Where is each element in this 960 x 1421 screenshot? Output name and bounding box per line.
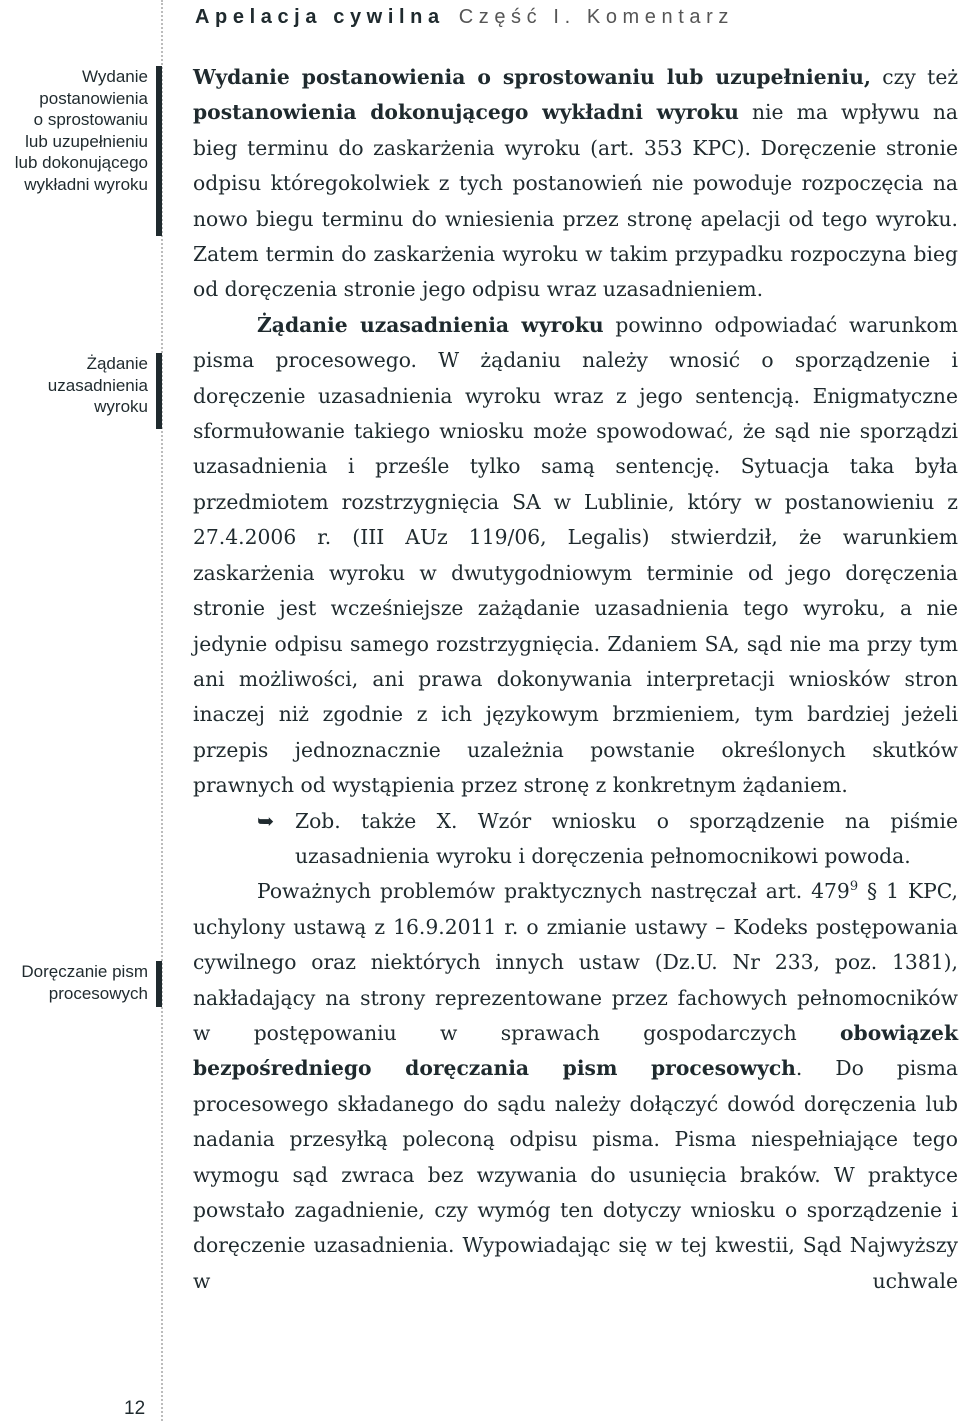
term-wykladnia: postanowienia dokonującego wykładni wyroku (193, 100, 739, 125)
margin-marker-zadanie (156, 353, 162, 429)
running-header (195, 6, 734, 29)
margin-note-sprostowanie: Wydanie postanowienia o sprostowaniu lub uzupełnieniu lub dokonującego wykładni wyroku (14, 67, 148, 194)
cross-reference-note: ➥ Zob. także X. Wzór wniosku o sporządzenie na piśmie uzasadnienia wyroku i doręczenia pełnomocnikowi powoda. (193, 804, 958, 875)
paragraph-zadanie: Żądanie uzasadnienia wyroku powinno odpowiadać warunkom pisma procesowego. W żądaniu należy wnosić o sporządzenie i doręczenie uzasadnienia wyroku wraz z jego sentencją. Enigmatyczne sformułowanie takiego wniosku może spowodować, że sąd nie sporządzi uzasadnienia i prześle tylko samą sentencję. Sytuacja taka była przedmiotem rozstrzygnięcia SA w Lublinie, który w postanowieniu z 27.4.2006 r. (III AUz 119/06, Legalis) stwierdził, że warunkiem zaskarżenia wyroku w dwutygodniowym terminie od jego doręczenia stronie jest wcześniejsze zażądanie uzasadnienia tego wyroku, a nie jedynie odpisu samego rozstrzygnięcia. Zdaniem SA, sąd nie ma przy tym ani możliwości, ani prawa dokonywania interpretacji wniosków stron inaczej niż zgodnie z ich językowym brzmieniem, tym bardziej jeżeli przepis jednoznacznie uzależnia powstanie określonych skutków prawnych od wystąpienia przez stronę z konkretnym żądaniem. (193, 312, 958, 798)
margin-note-doreczanie: Doręczanie pism procesowych (21, 962, 148, 1003)
margin-note-zadanie: Żądanie uzasadnienia wyroku (47, 354, 148, 416)
arrow-icon: ➥ (257, 808, 274, 833)
main-text (193, 60, 958, 1299)
term-zadanie: Żądanie uzasadnienia wyroku (257, 312, 604, 337)
paragraph-doreczanie: Poważnych problemów praktycznych nastręczał art. $479^9$ § 1 KPC, uchylony ustawą z 16.9.2011 r. o zmianie ustawy – Kodeks postępowania cywilnego oraz niektórych innych ustaw (Dz.U. Nr 233, poz. 1381), nakładający na strony reprezentowane przez fachowych pełnomocników w postępowaniu w sprawach gospodarczych obowiązek bezpośredniego doręczania pism procesowych. Do pisma procesowego składanego do sądu należy dołączyć dowód doręczenia lub nadania przesyłką poleconą odpisu pisma. Pisma niespełniające tego wymogu sąd zwraca bez wzywania do usunięcia braków. W praktyce powstało zagadnienie, czy wymóg ten dotyczy wniosku o sporządzenie i doręczenie uzasadnienia. Wypowiadając się w tej kwestii, Sąd Najwyższy w uchwale (193, 879, 958, 1293)
header-title: Apelacja cywilna (195, 6, 445, 28)
header-subtitle: Część I. Komentarz (458, 6, 734, 28)
term-sprostowanie: Wydanie postanowienia o sprostowaniu lub uzupełnieniu, (193, 65, 871, 89)
paragraph-sprostowanie: Wydanie postanowienia o sprostowaniu lub uzupełnieniu, czy też postanowienia dokonującego wykładni wyroku nie ma wpływu na bieg terminu do zaskarżenia wyroku (art. 353 KPC). Doręczenie stronie odpisu któregokolwiek z tych postanowień nie powoduje rozpoczęcia na nowo biegu terminu do wniesienia przez stronę apelacji od tego wyroku. Zatem termin do zaskarżenia wyroku w takim przypadku rozpoczyna bieg od doręczenia stronie jego odpisu wraz uzasadnieniem. (193, 65, 959, 302)
margin-marker-sprostowanie (156, 66, 162, 236)
term-obowiazek: obowiązek bezpośredniego doręczania pism procesowych (193, 1020, 958, 1081)
page-number: 12 (124, 1398, 146, 1419)
margin-marker-doreczanie (156, 961, 162, 1007)
